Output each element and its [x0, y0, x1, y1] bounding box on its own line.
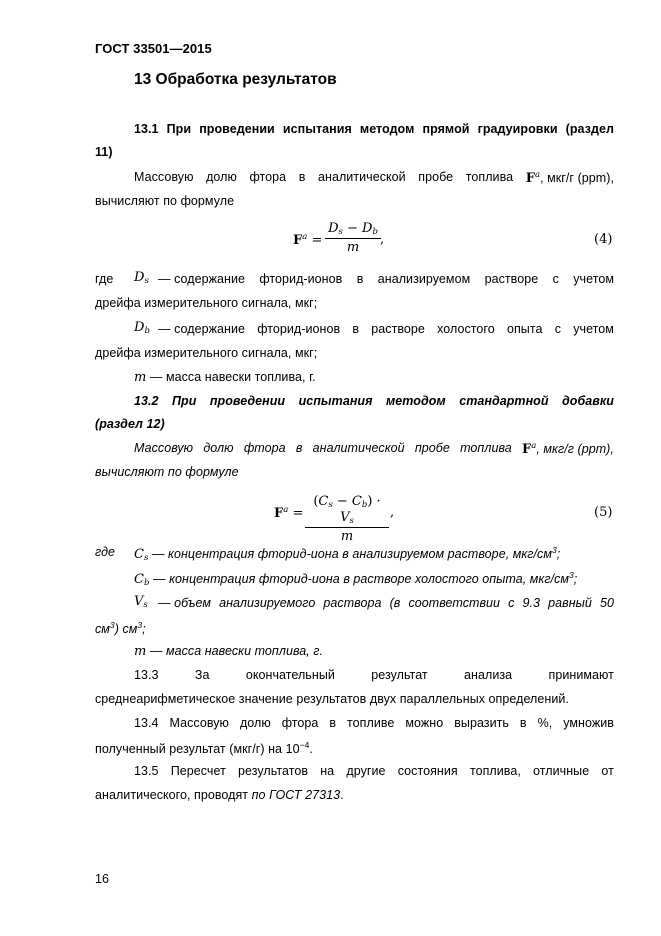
heading-word: методом [359, 122, 415, 136]
section-title: 13 Обработка результатов [134, 71, 337, 88]
definition-m-13-2: m — масса навески топлива, г. [134, 644, 324, 659]
paragraph-13-5 [134, 764, 614, 778]
text-word: в [352, 322, 360, 336]
symbol-db: $D_b$ [134, 320, 150, 336]
text-word: можно [405, 716, 444, 730]
paragraph-13-5-cont [95, 788, 344, 802]
text-word: растворе [484, 272, 539, 286]
formula-4-number: (4) [594, 232, 613, 247]
text-word: в [295, 441, 303, 455]
text-tail: , мкг/г (ppm), [536, 442, 614, 456]
text-word: другие [346, 764, 386, 778]
heading-word: испытания [282, 122, 352, 136]
definition-vs [158, 596, 614, 610]
text-word: растворе [371, 322, 425, 336]
text-word: пробе [414, 441, 450, 455]
text-word: долю [203, 441, 234, 455]
formula-5-fraction: $\frac{(C_s - C_b) \cdot V_s}{m}$ [305, 494, 389, 544]
subsection-13-2-heading [134, 394, 614, 408]
formula-4-comma: , [380, 232, 385, 247]
symbol-ds: $D_s$ [134, 270, 149, 286]
formula-5-lhs: $F^a$ = [274, 505, 304, 521]
text-word: %, [537, 716, 553, 730]
text-word: анализируемого [219, 596, 316, 610]
text-word: аналитической [312, 441, 405, 455]
subsection-13-2-heading-cont: (раздел 12) [95, 417, 165, 431]
heading-word: испытания [298, 394, 373, 408]
formula-4-fraction: $\frac{D_s - D_b}{m}$ [325, 221, 381, 255]
definition-text: — концентрация фторид-иона в анализируемом растворе, мкг/см [148, 547, 552, 561]
unit-text: ) см [114, 622, 138, 636]
paragraph-13-2-intro-cont: вычисляют по формуле [95, 465, 239, 479]
symbol-fa: $F^a$, мкг/г (ppm), [525, 170, 614, 186]
text-word: от [601, 764, 614, 778]
definition-text: — масса навески топлива, г. [146, 370, 316, 384]
where-label: где [95, 545, 116, 559]
text-run: . [309, 742, 313, 756]
subsection-13-1-heading [134, 122, 614, 136]
text-word: отличные [533, 764, 590, 778]
text-word: равный [548, 596, 592, 610]
heading-word: градуировки [477, 122, 558, 136]
text-word: раствора [323, 596, 382, 610]
text-word: учетом [573, 272, 614, 286]
text-word: фторид-ионов [259, 272, 343, 286]
heading-word: стандартной [459, 394, 549, 408]
text-word: фтора [243, 441, 286, 455]
definition-cs: $C_s$ — концентрация фторид-иона в анализируемом растворе, мкг/$см^3$; [134, 545, 561, 563]
heading-word: При [171, 394, 197, 408]
text-word: результат [371, 668, 428, 682]
page-number: 16 [95, 872, 110, 886]
text-word: холостого [437, 322, 495, 336]
definition-text: — масса навески топлива, г. [146, 644, 324, 658]
text-word: долю [206, 170, 237, 184]
paragraph-13-4-cont [95, 740, 313, 756]
definition-m-13-1: m — масса навески топлива, г. [134, 370, 316, 385]
formula-4-lhs: $F^a$ = [293, 232, 323, 248]
text-word: окончательный [245, 668, 335, 682]
text-word: За [194, 668, 210, 682]
text-word: 50 [599, 596, 614, 610]
formula-5-number: (5) [594, 505, 613, 520]
formula-5-comma: , [390, 505, 395, 520]
paragraph-13-3 [134, 668, 614, 682]
text-word: состояния [397, 764, 458, 778]
text-word: соответствии [408, 596, 501, 610]
text-tail: , мкг/г (ppm), [540, 171, 614, 185]
paragraph-13-1-intro [134, 170, 614, 186]
text-word: долю [239, 716, 271, 730]
text-word: (в [389, 596, 401, 610]
definition-ds-cont: дрейфа измерительного сигнала, мкг; [95, 296, 318, 310]
text-word: — объем [158, 596, 212, 610]
text-word: топлива [460, 441, 512, 455]
heading-word: методом [385, 394, 446, 408]
paragraph-13-1-intro-cont: вычисляют по формуле [95, 194, 235, 208]
text-word: топлива [465, 170, 514, 184]
text-word: топливе [347, 716, 395, 730]
heading-word: При [166, 122, 192, 136]
text-word: принимают [548, 668, 614, 682]
paragraph-13-2-intro [134, 441, 614, 457]
definition-vs-cont: $см^3$) $см^3$; [95, 620, 146, 636]
text-word: с [554, 322, 561, 336]
heading-word: проведении [199, 122, 275, 136]
heading-word: добавки [562, 394, 614, 408]
text-word: анализа [464, 668, 513, 682]
definition-cb: $C_b$ — концентрация фторид-иона в растворе холостого опыта, мкг/$см^3$; [134, 570, 578, 588]
text-word: результатов [238, 764, 309, 778]
definition-text: — концентрация фторид-иона в растворе холостого опыта, мкг/см [149, 572, 570, 586]
text-word: — содержание [158, 272, 245, 286]
text-word: топлива, [469, 764, 521, 778]
definition-db-cont: дрейфа измерительного сигнала, мкг; [95, 346, 318, 360]
text-word: 13.3 [134, 668, 159, 682]
text-word: в [356, 272, 364, 286]
standard-id: ГОСТ 33501—2015 [95, 41, 212, 56]
text-word: фтора [249, 170, 287, 184]
exponent: −4 [299, 740, 310, 750]
text-run: полученный результат (мкг/г) на 10 [95, 742, 300, 756]
heading-word: прямой [422, 122, 470, 136]
definition-ds [158, 272, 614, 286]
heading-word: (раздел [565, 122, 614, 136]
text-word: выразить [454, 716, 509, 730]
standard-reference: по ГОСТ 27313 [251, 788, 341, 802]
text-word: 13.4 [134, 716, 159, 730]
text-word: в [519, 716, 527, 730]
paragraph-13-3-cont: среднеарифметическое значение результатов двух параллельных определений. [95, 692, 569, 706]
text-word: умножив [563, 716, 614, 730]
text-word: в [329, 716, 337, 730]
text-word: — содержание [158, 322, 245, 336]
symbol-fa: $F^a$, мкг/г (ppm), [521, 441, 614, 457]
text-word: анализируемом [377, 272, 471, 286]
text-word: пробе [418, 170, 454, 184]
unit-text: см [95, 622, 110, 636]
heading-word: 13.1 [134, 122, 159, 136]
text-word: фторид-ионов [257, 322, 341, 336]
text-word: в [298, 170, 306, 184]
text-word: опыта [506, 322, 543, 336]
text-word: Массовую [134, 170, 194, 184]
text-word: учетом [573, 322, 614, 336]
text-word: с [552, 272, 559, 286]
symbol-vs: $V_s$ [134, 594, 148, 610]
paragraph-13-4 [134, 716, 614, 730]
text-word: Массовую [169, 716, 229, 730]
where-label: где [95, 272, 114, 286]
text-word: на [320, 764, 335, 778]
heading-word: проведении [209, 394, 286, 408]
text-word: Массовую [134, 441, 194, 455]
definition-db [158, 322, 614, 336]
text-word: аналитической [318, 170, 406, 184]
heading-word: 13.2 [134, 394, 159, 408]
text-run: . [340, 788, 344, 802]
text-word: 9.3 [522, 596, 541, 610]
text-run: аналитического, проводят [95, 788, 252, 802]
text-word: 13.5 [134, 764, 159, 778]
text-word: Пересчет [170, 764, 226, 778]
subsection-13-1-heading-cont: 11) [95, 145, 113, 159]
text-word: фтора [281, 716, 319, 730]
text-word: с [508, 596, 515, 610]
